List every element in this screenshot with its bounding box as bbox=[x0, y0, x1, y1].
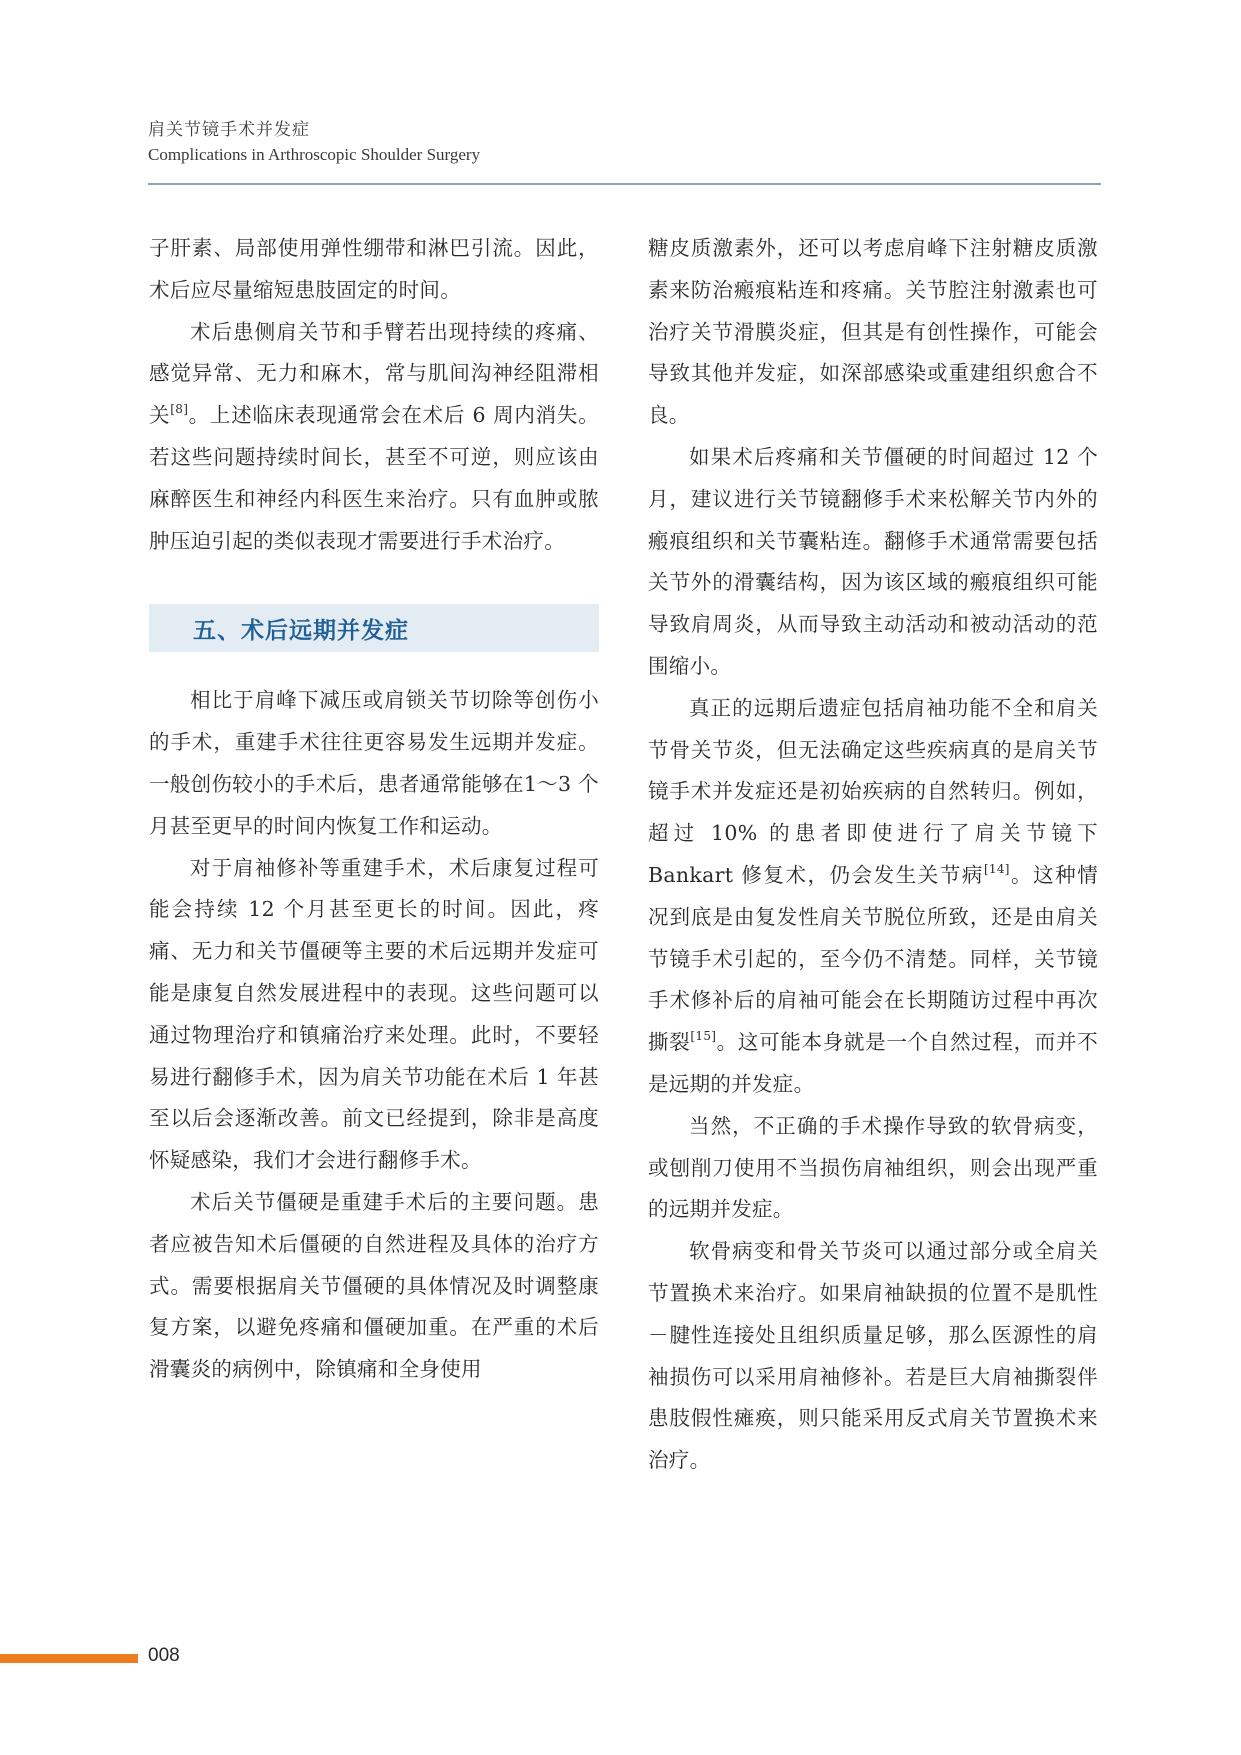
paragraph: 如果术后疼痛和关节僵硬的时间超过 12 个月，建议进行关节镜翻修手术来松解关节内外的瘢痕组织和关节囊粘连。翻修手术通常需要包括关节外的滑囊结构，因为该区域的瘢痕组织可能导致肩周炎，从而导致主动活动和被动活动的范围缩小。 bbox=[648, 444, 1098, 678]
paragraph-text: 真正的远期后遗症包括肩袖功能不全和肩关节骨关节炎，但无法确定这些疾病真的是肩关节镜手术并发症还是初始疾病的自然转归。例如，超过 10% 的患者即使进行了肩关节镜下 Bankart 修复术，仍会发生关节病 bbox=[648, 695, 1098, 887]
citation-ref: [15] bbox=[690, 1029, 717, 1044]
page-number: 008 bbox=[148, 1645, 180, 1666]
paragraph: 术后关节僵硬是重建手术后的主要问题。患者应被告知术后僵硬的自然进程及具体的治疗方式。需要根据肩关节僵硬的具体情况及时调整康复方案，以避免疼痛和僵硬加重。在严重的术后滑囊炎的病例中，除镇痛和全身使用 bbox=[149, 1189, 599, 1382]
paragraph-text: 。这可能本身就是一个自然过程，而并不是远期的并发症。 bbox=[648, 1030, 1098, 1096]
book-title-en: Complications in Arthroscopic Shoulder Surgery bbox=[148, 145, 481, 164]
paragraph: 相比于肩峰下减压或肩锁关节切除等创伤小的手术，重建手术往往更容易发生远期并发症。一般创伤较小的手术后，患者通常能够在1～3 个月甚至更早的时间内恢复工作和运动。 bbox=[149, 688, 599, 838]
header-divider bbox=[148, 183, 1101, 185]
section-title: 五、术后远期并发症 bbox=[193, 617, 409, 644]
paragraph: 当然，不正确的手术操作导致的软骨病变，或刨削刀使用不当损伤肩袖组织，则会出现严重的远期并发症。 bbox=[648, 1113, 1098, 1222]
right-column bbox=[648, 228, 1098, 1482]
left-column bbox=[149, 228, 599, 1391]
paragraph: 软骨病变和骨关节炎可以通过部分或全肩关节置换术来治疗。如果肩袖缺损的位置不是肌性－腱性连接处且组织质量足够，那么医源性的肩袖损伤可以采用肩袖修补。若是巨大肩袖撕裂伴患肢假性瘫痪，则只能采用反式肩关节置换术来治疗。 bbox=[648, 1239, 1098, 1473]
paragraph-text: 。这种情况到底是由复发性肩关节脱位所致，还是由肩关节镜手术引起的，至今仍不清楚。同样，关节镜手术修补后的肩袖可能会在长期随访过程中再次撕裂 bbox=[648, 862, 1098, 1055]
running-header bbox=[148, 118, 1100, 168]
paragraph bbox=[149, 312, 599, 563]
paragraph-text: 术后患侧肩关节和手臂若出现持续的疼痛、感觉异常、无力和麻木，常与肌间沟神经阻滞相关 bbox=[149, 319, 599, 428]
citation-ref: [14] bbox=[983, 861, 1010, 876]
section-heading bbox=[149, 604, 599, 652]
citation-ref: [8] bbox=[170, 402, 189, 417]
paragraph-text: 。上述临床表现通常会在术后 6 周内消失。若这些问题持续时间长，甚至不可逆，则应该由麻醉医生和神经内科医生来治疗。只有血肿或脓肿压迫引起的类似表现才需要进行手术治疗。 bbox=[149, 403, 599, 553]
book-title-zh: 肩关节镜手术并发症 bbox=[148, 120, 310, 140]
paragraph bbox=[648, 688, 1098, 1106]
paragraph: 子肝素、局部使用弹性绷带和淋巴引流。因此，术后应尽量缩短患肢固定的时间。 bbox=[149, 236, 599, 302]
footer-accent-bar bbox=[0, 1654, 138, 1663]
paragraph: 糖皮质激素外，还可以考虑肩峰下注射糖皮质激素来防治瘢痕粘连和疼痛。关节腔注射激素也可治疗关节滑膜炎症，但其是有创性操作，可能会导致其他并发症，如深部感染或重建组织愈合不良。 bbox=[648, 236, 1098, 428]
paragraph: 对于肩袖修补等重建手术，术后康复过程可能会持续 12 个月甚至更长的时间。因此，疼痛、无力和关节僵硬等主要的术后远期并发症可能是康复自然发展进程中的表现。这些问题可以通过物理治疗和镇痛治疗来处理。此时，不要轻易进行翻修手术，因为肩关节功能在术后 1 年甚至以后会逐渐改善。前文已经提到，除非是高度怀疑感染，我们才会进行翻修手术。 bbox=[149, 855, 599, 1173]
